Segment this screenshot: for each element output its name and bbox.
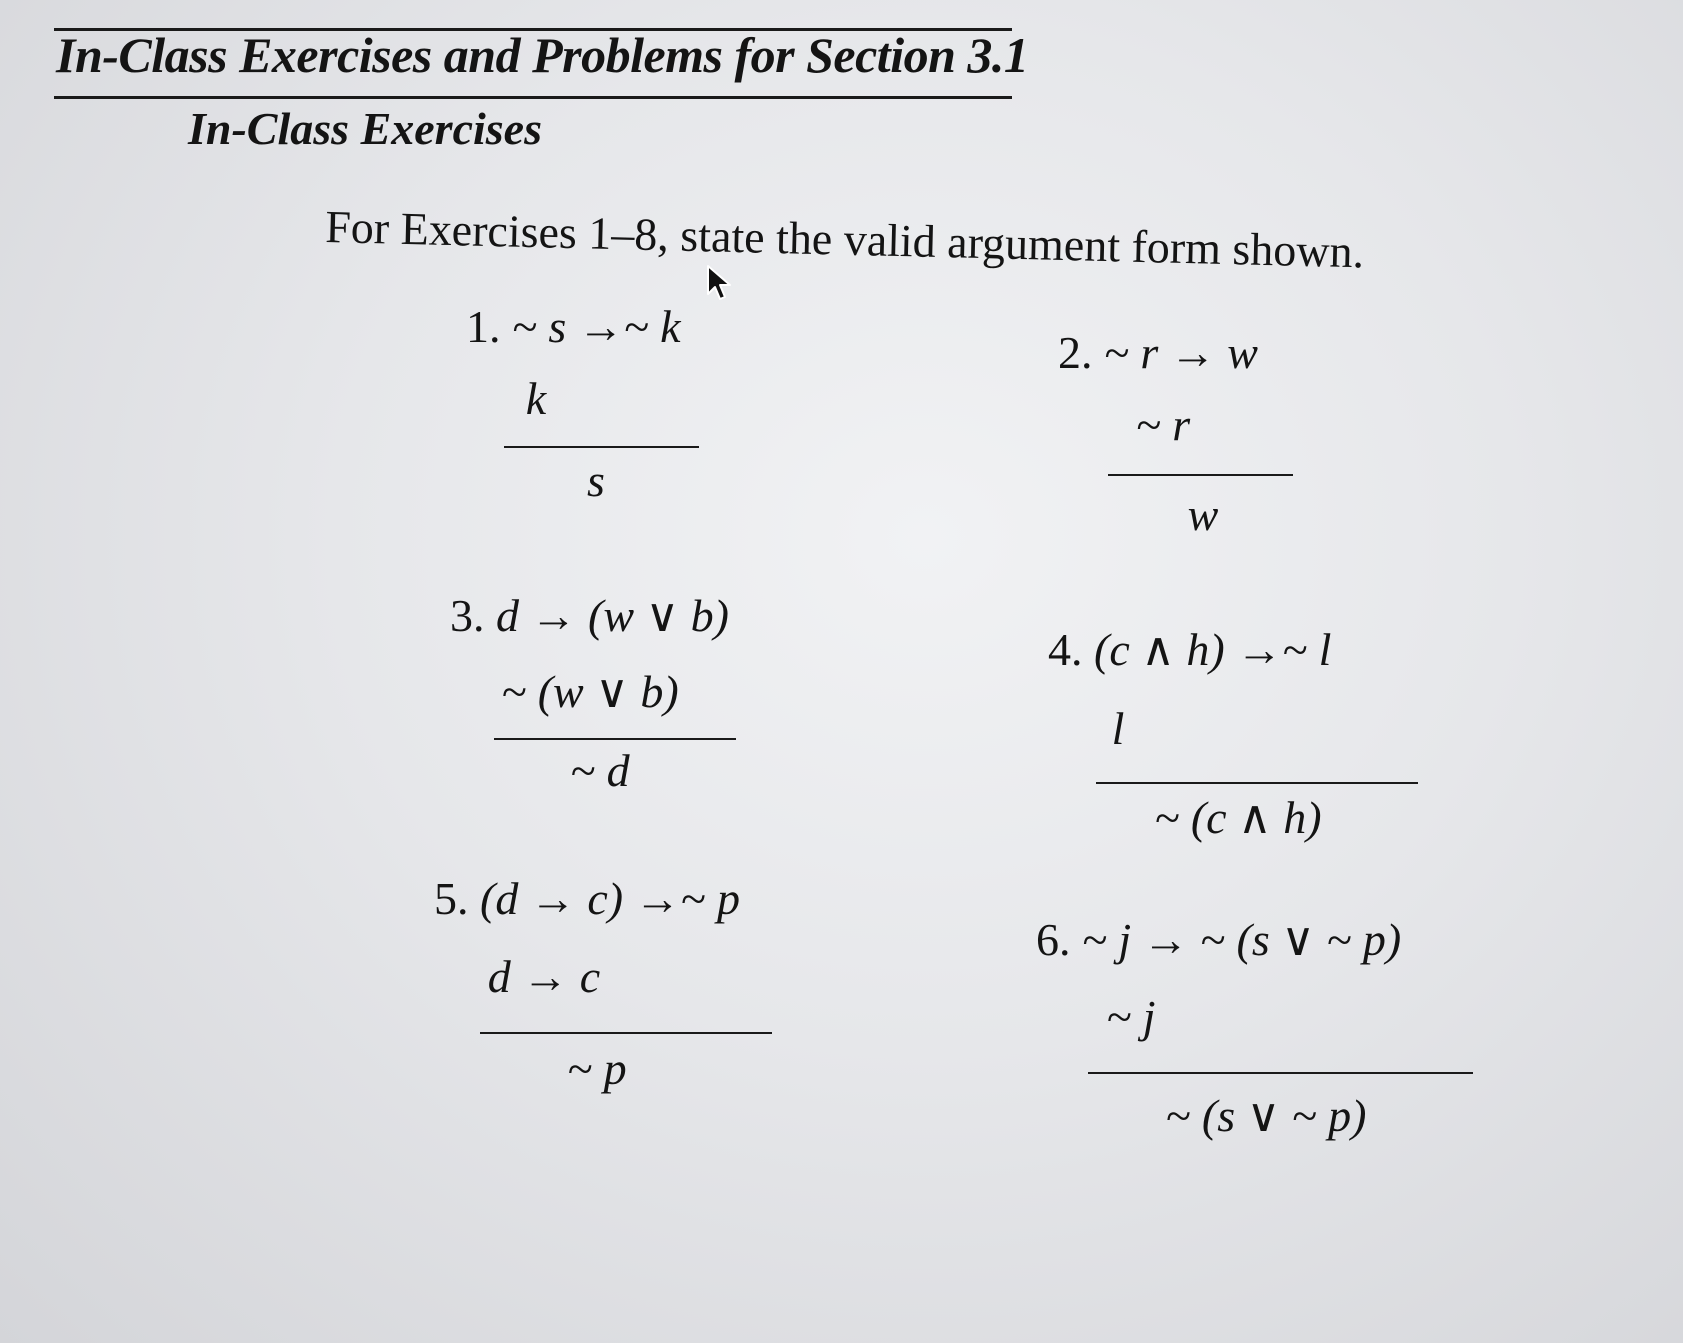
exercise-5	[434, 872, 794, 1092]
conclusion: s	[587, 455, 605, 506]
exercise-2	[1058, 326, 1308, 540]
exercise-number: 1.	[466, 301, 501, 352]
exercise-number: 6.	[1036, 914, 1071, 965]
premise-1: (c ∧ h) →~ l	[1094, 624, 1332, 675]
section-title: In-Class Exercises and Problems for Section 3.1	[56, 27, 1029, 83]
conclusion-line	[494, 738, 736, 740]
conclusion-line	[504, 446, 699, 448]
premise-2: ~ r	[1135, 399, 1191, 450]
conclusion: ~ d	[570, 745, 630, 796]
premise-1: ~ r → w	[1104, 327, 1258, 378]
premise-2: ~ (w ∨ b)	[501, 666, 679, 717]
premise-1: (d → c) →~ p	[480, 873, 740, 924]
title-rule-bottom	[54, 96, 1012, 99]
premise-2: ~ j	[1106, 991, 1156, 1042]
premise-1: ~ j → ~ (s ∨ ~ p)	[1082, 914, 1402, 965]
exercise-1	[466, 300, 706, 506]
conclusion: ~ p	[567, 1043, 627, 1094]
premise-2: k	[525, 373, 547, 424]
subsection-title: In-Class Exercises	[188, 103, 542, 154]
premise-2: l	[1111, 703, 1125, 754]
exercise-6	[1036, 912, 1476, 1152]
exercise-number: 5.	[434, 873, 469, 924]
conclusion-line	[1088, 1072, 1473, 1074]
exercise-4	[1048, 622, 1388, 852]
exercise-number: 3.	[450, 590, 485, 641]
conclusion-line	[1096, 782, 1418, 784]
conclusion: ~ (s ∨ ~ p)	[1165, 1090, 1367, 1141]
conclusion: ~ (c ∧ h)	[1154, 792, 1322, 843]
exercise-3	[450, 588, 750, 798]
exercise-number: 4.	[1048, 624, 1083, 675]
exercise-instructions: For Exercises 1–8, state the valid argument form shown.	[324, 200, 1365, 278]
premise-1: d → (w ∨ b)	[496, 590, 729, 641]
premise-2: d → c	[487, 951, 601, 1002]
conclusion: w	[1187, 489, 1219, 540]
exercise-number: 2.	[1058, 327, 1093, 378]
premise-1: ~ s →~ k	[512, 301, 681, 352]
conclusion-line	[1108, 474, 1293, 476]
conclusion-line	[480, 1032, 772, 1034]
mouse-pointer-icon	[706, 264, 732, 302]
